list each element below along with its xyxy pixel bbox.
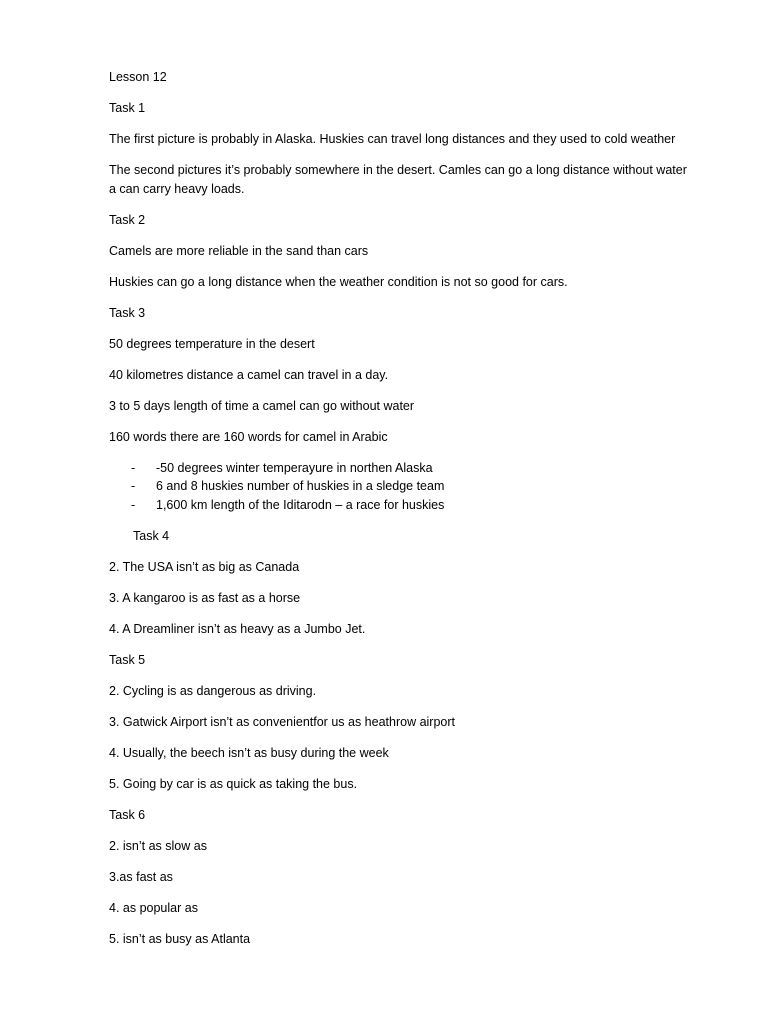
task5-item: 3. Gatwick Airport isn’t as convenientfor us as heathrow airport <box>109 715 455 729</box>
task3-bullet: -50 degrees winter temperayure in northen Alaska <box>156 461 433 475</box>
task4-item: 4. A Dreamliner isn’t as heavy as a Jumbo Jet. <box>109 622 366 636</box>
task6-item: 2. isn’t as slow as <box>109 839 207 853</box>
task5-item: 5. Going by car is as quick as taking the bus. <box>109 777 358 791</box>
task6-item: 3.as fast as <box>109 870 173 884</box>
task2-paragraph-1: Camels are more reliable in the sand than cars <box>109 244 369 258</box>
task5-item: 4. Usually, the beech isn’t as busy during the week <box>109 746 389 760</box>
task5-heading: Task 5 <box>109 653 146 667</box>
task3-heading: Task 3 <box>109 306 146 320</box>
bullet-dash: - <box>131 479 136 493</box>
task3-item: 3 to 5 days length of time a camel can go without water <box>109 399 415 413</box>
bullet-dash: - <box>131 461 136 475</box>
task1-paragraph-1: The first picture is probably in Alaska. Huskies can travel long distances and they used to cold weather <box>109 132 676 146</box>
lesson-title: Lesson 12 <box>109 70 167 84</box>
task4-heading: Task 4 <box>133 529 170 543</box>
task3-bullet: 1,600 km length of the Iditarodn – a race for huskies <box>156 498 445 512</box>
task1-paragraph-2-line-2: a can carry heavy loads. <box>109 182 245 196</box>
task6-heading: Task 6 <box>109 808 146 822</box>
task3-bullet: 6 and 8 huskies number of huskies in a sledge team <box>156 479 445 493</box>
task6-item: 5. isn’t as busy as Atlanta <box>109 932 251 946</box>
task2-heading: Task 2 <box>109 213 146 227</box>
task1-heading: Task 1 <box>109 101 146 115</box>
task3-item: 40 kilometres distance a camel can travel in a day. <box>109 368 389 382</box>
task3-item: 160 words there are 160 words for camel in Arabic <box>109 430 388 444</box>
task5-item: 2. Cycling is as dangerous as driving. <box>109 684 317 698</box>
task1-paragraph-2-line-1: The second pictures it’s probably somewhere in the desert. Camles can go a long distance without water <box>109 163 687 177</box>
task2-paragraph-2: Huskies can go a long distance when the weather condition is not so good for cars. <box>109 275 568 289</box>
task4-item: 3. A kangaroo is as fast as a horse <box>109 591 301 605</box>
task4-item: 2. The USA isn’t as big as Canada <box>109 560 300 574</box>
task3-item: 50 degrees temperature in the desert <box>109 337 315 351</box>
task6-item: 4. as popular as <box>109 901 198 915</box>
bullet-dash: - <box>131 498 136 512</box>
